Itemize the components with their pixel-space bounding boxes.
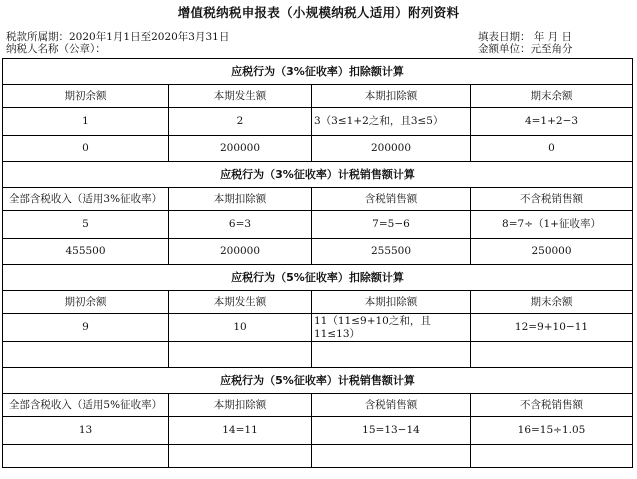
section-title: 应税行为（3%征收率）计税销售额计算 <box>3 162 633 188</box>
value-cell <box>312 445 471 468</box>
index-cell: 6=3 <box>169 211 312 239</box>
column-header-row <box>3 188 633 211</box>
value-cell: 0 <box>3 136 169 162</box>
value-row <box>3 445 633 468</box>
index-row <box>3 108 633 136</box>
col-header: 本期扣除额 <box>312 291 471 314</box>
section-title: 应税行为（3%征收率）扣除额计算 <box>3 59 633 85</box>
section-header-row <box>3 162 633 188</box>
index-cell: 9 <box>3 314 169 342</box>
index-cell: 12=9+10−11 <box>471 314 633 342</box>
index-cell: 13 <box>3 417 169 445</box>
value-cell <box>471 445 633 468</box>
value-cell: 200000 <box>169 239 312 265</box>
col-header: 期初余额 <box>3 85 169 108</box>
fill-date-label: 填表日期： 年 月 日 <box>478 31 573 43</box>
index-cell: 4=1+2−3 <box>471 108 633 136</box>
value-cell <box>3 445 169 468</box>
index-row <box>3 211 633 239</box>
value-cell <box>312 342 471 368</box>
index-cell: 14=11 <box>169 417 312 445</box>
col-header: 期初余额 <box>3 291 169 314</box>
index-cell: 11（11≤9+10之和，且11≤13） <box>312 314 471 342</box>
col-header: 期末余额 <box>471 85 633 108</box>
value-cell: 0 <box>471 136 633 162</box>
index-cell: 10 <box>169 314 312 342</box>
value-row <box>3 136 633 162</box>
section-header-row <box>3 368 633 394</box>
index-cell: 2 <box>169 108 312 136</box>
value-cell <box>169 445 312 468</box>
column-header-row <box>3 394 633 417</box>
amount-unit-label: 金额单位：元至角分 <box>478 43 573 55</box>
value-cell <box>169 342 312 368</box>
index-row <box>3 314 633 342</box>
col-header: 本期扣除额 <box>169 394 312 417</box>
index-cell: 3（3≤1+2之和，且3≤5） <box>312 108 471 136</box>
col-header: 本期扣除额 <box>169 188 312 211</box>
col-header: 含税销售额 <box>312 394 471 417</box>
value-cell: 255500 <box>312 239 471 265</box>
col-header: 不含税销售额 <box>471 188 633 211</box>
section-title: 应税行为（5%征收率）计税销售额计算 <box>3 368 633 394</box>
section-header-row <box>3 265 633 291</box>
col-header: 本期扣除额 <box>312 85 471 108</box>
tax-period: 税款所属期：2020年1月1日至2020年3月31日 <box>6 31 230 43</box>
taxpayer-name-label: 纳税人名称（公章）： <box>6 43 106 55</box>
index-cell: 8=7÷（1+征收率） <box>471 211 633 239</box>
form-title: 增值税纳税申报表（小规模纳税人适用）附列资料 <box>177 5 460 20</box>
col-header: 本期发生额 <box>169 85 312 108</box>
col-header: 本期发生额 <box>169 291 312 314</box>
attachment-table <box>2 58 633 468</box>
col-header: 期末余额 <box>471 291 633 314</box>
column-header-row <box>3 291 633 314</box>
value-cell <box>471 342 633 368</box>
col-header: 全部含税收入（适用3%征收率） <box>3 188 169 211</box>
value-cell: 200000 <box>312 136 471 162</box>
value-cell: 455500 <box>3 239 169 265</box>
index-cell: 1 <box>3 108 169 136</box>
section-header-row <box>3 59 633 85</box>
value-cell: 250000 <box>471 239 633 265</box>
index-row <box>3 417 633 445</box>
value-row <box>3 342 633 368</box>
index-cell: 15=13−14 <box>312 417 471 445</box>
value-row <box>3 239 633 265</box>
col-header: 全部含税收入（适用5%征收率） <box>3 394 169 417</box>
index-cell: 5 <box>3 211 169 239</box>
col-header: 不含税销售额 <box>471 394 633 417</box>
section-title: 应税行为（5%征收率）扣除额计算 <box>3 265 633 291</box>
value-cell: 200000 <box>169 136 312 162</box>
column-header-row <box>3 85 633 108</box>
index-cell: 7=5−6 <box>312 211 471 239</box>
value-cell <box>3 342 169 368</box>
index-cell: 16=15÷1.05 <box>471 417 633 445</box>
col-header: 含税销售额 <box>312 188 471 211</box>
